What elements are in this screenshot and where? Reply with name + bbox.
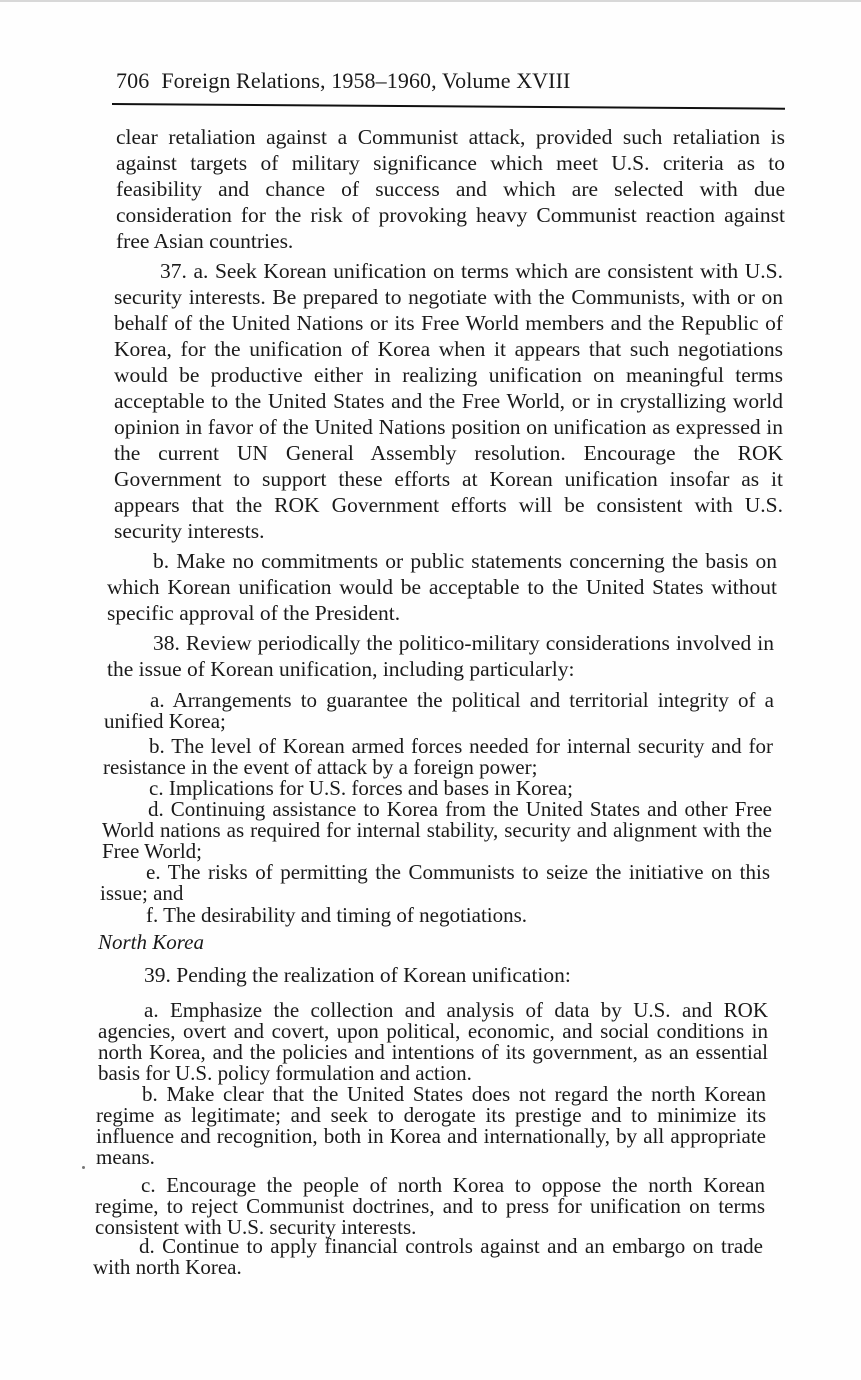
paragraph-39b: b. Make clear that the United States does not regard the north Korean regime as legitimate; and seek to derogate its prestige and to minimize its influence and recognition, both in Korea and internationally, by all appropriate means. bbox=[96, 1082, 766, 1169]
paragraph-38b: b. The level of Korean armed forces needed for internal security and for resistance in the event of attack by a foreign power; bbox=[103, 734, 773, 779]
paragraph-39d: d. Continue to apply financial controls against and an embargo on trade with north Korea. bbox=[93, 1234, 763, 1279]
paragraph-39: 39. Pending the realization of Korean unification: bbox=[144, 963, 571, 987]
paragraph-38c: c. Implications for U.S. forces and bases in Korea; bbox=[149, 776, 573, 800]
paragraph-38a: a. Arrangements to guarantee the political and territorial integrity of a unified Korea; bbox=[104, 688, 774, 733]
paragraph-39a: a. Emphasize the collection and analysis of data by U.S. and ROK agencies, overt and covert, upon political, economic, and social conditions in north Korea, and the policies and intentions of its government, as an essential basis for U.S. policy formulation and action. bbox=[98, 998, 768, 1085]
paragraph-38e: e. The risks of permitting the Communists to seize the initiative on this issue; and bbox=[100, 860, 770, 905]
paragraph-37a: 37. a. Seek Korean unification on terms which are consistent with U.S. security interests. Be prepared to negotiate with the Communists, with or on behalf of the United Nations or its Free World members and the Republic of Korea, for the unification of Korea when it appears that such negotiations would be productive either in realizing unification on meaningful terms acceptable to the United States and the Free World, or in crystallizing world opinion in favor of the United Nations position on unification as expressed in the current UN General Assembly resolution. Encourage the ROK Government to support these efforts at Korean unification insofar as it appears that the ROK Government efforts will be consistent with U.S. security interests. bbox=[114, 259, 783, 543]
paragraph-38: 38. Review periodically the politico-military considerations involved in the issue of Korean unification, including particularly: bbox=[107, 631, 774, 681]
paragraph-38f: f. The desirability and timing of negotiations. bbox=[146, 903, 528, 927]
paragraph-39c: c. Encourage the people of north Korea to oppose the north Korean regime, to reject Communist doctrines, and to press for unification on terms consistent with U.S. security interests. bbox=[95, 1173, 765, 1239]
page-number: 706 bbox=[116, 68, 150, 93]
publication-title: Foreign Relations, 1958–1960, Volume XVIII bbox=[161, 68, 571, 93]
paragraph-37b: b. Make no commitments or public statements concerning the basis on which Korean unification would be acceptable to the United States without specific approval of the President. bbox=[107, 549, 777, 625]
paragraph-continuation: clear retaliation against a Communist attack, provided such retaliation is against targets of military significance which meet U.S. criteria as to feasibility and chance of success and which are selected with due consideration for the risk of provoking heavy Communist reaction against free Asian countries. bbox=[116, 125, 785, 253]
paragraph-38d: d. Continuing assistance to Korea from the United States and other Free World nations as required for internal stability, security and alignment with the Free World; bbox=[102, 797, 772, 863]
section-heading-north-korea: North Korea bbox=[98, 930, 204, 954]
scan-speck bbox=[82, 1166, 85, 1169]
